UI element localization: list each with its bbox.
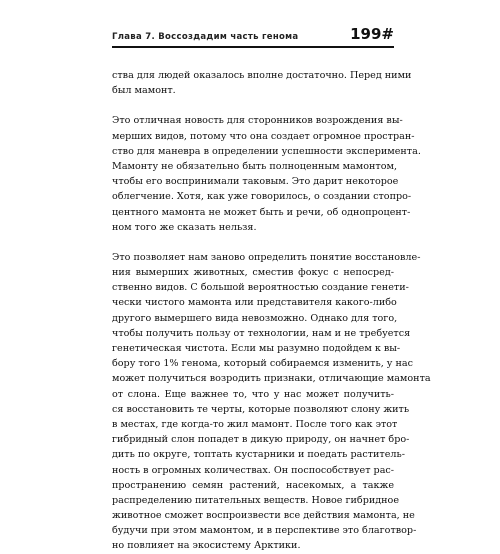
text-line: гибридный слон попадет в дикую природу, он начнет бро-: [112, 434, 410, 446]
text-line: мерших видов, потому что она создает огромное простран-: [112, 130, 415, 142]
page-body: [112, 68, 431, 554]
header-rule: [112, 46, 394, 48]
text-line: ственно видов. С большой вероятностью создание генети-: [112, 282, 409, 294]
text-line: но повлияет на экосистему Арктики.: [112, 540, 301, 552]
text-line: центного мамонта не может быть и речи, об однопроцент-: [112, 206, 411, 218]
paragraph-1: [112, 68, 412, 98]
text-line: ся восстановить те черты, которые позволяют слону жить: [112, 403, 410, 415]
text-line: чески чистого мамонта или представителя какого-либо: [112, 297, 397, 309]
chapter-title: Глава 7. Воссоздадим часть генома: [112, 32, 299, 42]
running-header: [112, 25, 394, 50]
text-line: облегчение. Хотя, как уже говорилось, о создании стопро-: [112, 191, 412, 203]
page-number: 199#: [350, 25, 394, 43]
paragraph-2: [112, 113, 421, 235]
text-line: в местах, где когда-то жил мамонт. После того как этот: [112, 418, 398, 430]
paragraph-3: [112, 250, 431, 554]
text-line: другого вымершего вида невозможно. Однако для того,: [112, 312, 398, 324]
text-line: ства для людей оказалось вполне достаточно. Перед ними: [112, 70, 412, 81]
text-line: будучи при этом мамонтом, и в перспективе это благотвор-: [112, 525, 417, 537]
text-line: Мамонту не обязательно быть полноценным мамонтом,: [112, 160, 397, 172]
text-line: может получиться возродить признаки, отличающие мамонта: [112, 373, 431, 385]
text-line: пространению семян растений, насекомых, а также: [112, 479, 394, 491]
text-line: ность в огромных количествах. Он поспособствует рас-: [112, 464, 395, 476]
text-line: ном того же сказать нельзя.: [112, 221, 257, 233]
text-line: чтобы получить пользу от технологии, нам и не требуется: [112, 327, 411, 339]
text-line: распределению питательных веществ. Новое гибридное: [112, 494, 399, 506]
text-line: от слона. Еще важнее то, что у нас может получить-: [112, 388, 394, 400]
text-line: генетическая чистота. Если мы разумно подойдем к вы-: [112, 343, 401, 354]
text-line: чтобы его воспринимали таковым. Это дарит некоторое: [112, 176, 399, 188]
text-line: был мамонт.: [112, 85, 176, 97]
text-line: Это позволяет нам заново определить понятие восстановле-: [112, 251, 421, 263]
text-line: ство для маневра в определении успешности эксперимента.: [112, 145, 421, 157]
text-line: Это отличная новость для сторонников возрождения вы-: [112, 115, 403, 127]
paragraph-gap: [112, 98, 394, 113]
text-line: дить по округе, топтать кустарники и поедать раститель-: [112, 449, 405, 461]
paragraph-gap: [112, 235, 394, 250]
text-line: бору того 1% генома, который собираемся изменить, у нас: [112, 358, 413, 370]
text-line: ния вымерших животных, сместив фокус с непосред-: [112, 267, 394, 279]
text-line: животное сможет воспроизвести все действия мамонта, не: [112, 510, 415, 522]
